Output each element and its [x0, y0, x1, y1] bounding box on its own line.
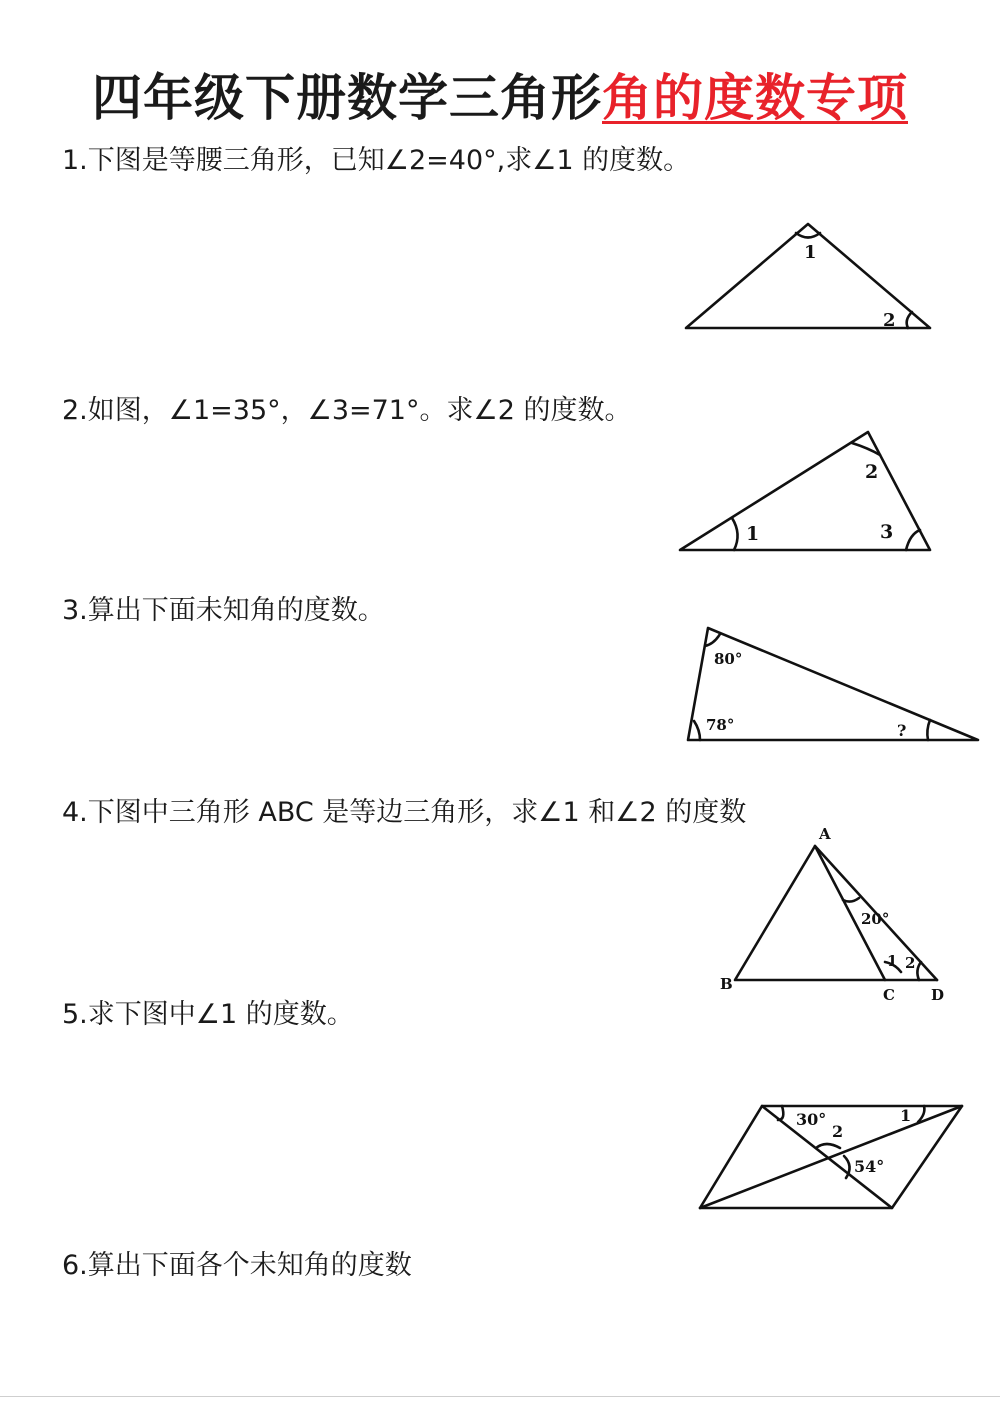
q5-label-2: 2 [832, 1122, 844, 1141]
q3-label-80: 80° [714, 650, 743, 668]
q5-label-30: 30° [796, 1110, 827, 1129]
q4-label-b: B [720, 975, 733, 993]
q3-label-78: 78° [706, 716, 735, 734]
q1-label-2: 2 [883, 310, 896, 331]
question-4-text: 4.下图中三角形 ABC 是等边三角形，求∠1 和∠2 的度数 [62, 797, 747, 828]
q4-label-c: C [883, 986, 895, 1004]
q4-label-a: A [819, 825, 831, 843]
diagonal-1 [700, 1106, 962, 1208]
question-1-figure [680, 218, 940, 338]
question-2-figure [672, 426, 942, 558]
question-1-text: 1.下图是等腰三角形，已知∠2=40°,求∠1 的度数。 [62, 145, 691, 176]
question-3-text: 3.算出下面未知角的度数。 [62, 595, 385, 626]
angle-2-arc [816, 1144, 840, 1148]
q2-label-2: 2 [865, 461, 879, 483]
angle-2-arc [917, 962, 921, 980]
angle-1-arc [732, 518, 738, 550]
question-6-text: 6.算出下面各个未知角的度数 [62, 1250, 412, 1281]
angle-54-arc [844, 1156, 850, 1178]
q2-label-1: 1 [746, 523, 760, 545]
q4-label-d: D [931, 986, 945, 1004]
q2-label-3: 3 [880, 521, 894, 543]
question-2-text: 2.如图，∠1=35°，∠3=71°。求∠2 的度数。 [62, 395, 632, 426]
q4-label-1: 1 [887, 952, 898, 970]
angle-2-arc [907, 312, 912, 328]
q1-label-1: 1 [804, 242, 817, 263]
question-4-figure [715, 822, 950, 1012]
title-main: 四年级下册数学三角形 [92, 69, 602, 127]
question-5-figure [690, 1096, 975, 1220]
title-accent: 角的度数专项 [602, 69, 908, 127]
angle-3-arc [906, 530, 920, 550]
bottom-divider [0, 1396, 1000, 1397]
question-5-text: 5.求下图中∠1 的度数。 [62, 999, 354, 1030]
q3-label-unknown: ? [897, 721, 907, 740]
angle-1-arc [918, 1106, 924, 1122]
angle-1-arc [796, 233, 820, 238]
angle-unknown-arc [927, 720, 930, 740]
q5-label-1: 1 [900, 1106, 912, 1125]
question-3-figure [680, 622, 985, 748]
page-title [0, 58, 1000, 130]
q4-label-20: 20° [861, 910, 890, 928]
q5-label-54: 54° [854, 1157, 885, 1176]
angle-20-arc [843, 898, 859, 902]
q4-label-2: 2 [905, 954, 916, 972]
angle-78-arc [694, 721, 700, 740]
